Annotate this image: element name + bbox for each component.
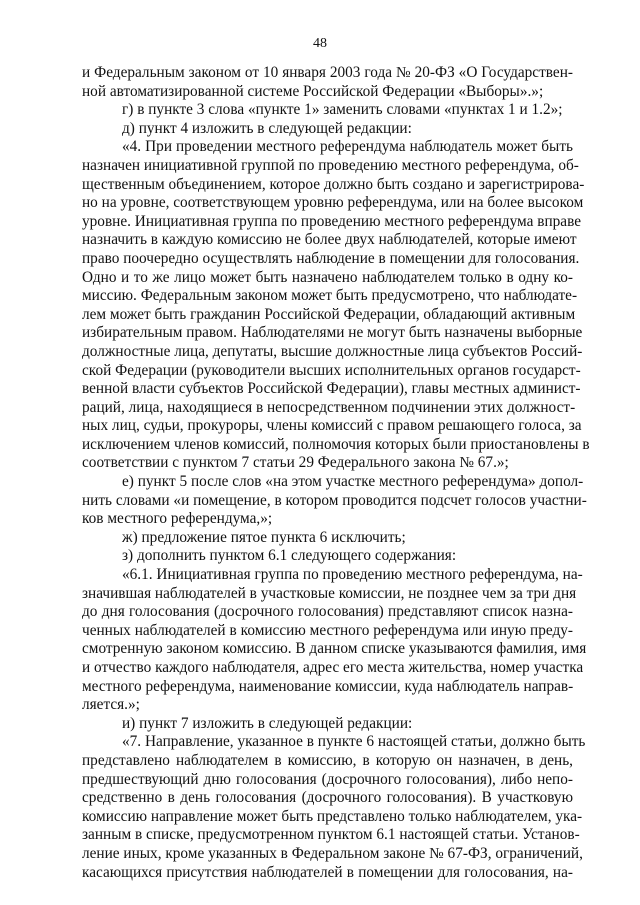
text-line: но на уровне, соответствующем уровню референдума, или на более высоком: [82, 194, 584, 212]
text-line: ков местного референдума,»;: [82, 510, 273, 528]
text-line: занным в списке, предусмотренном пунктом 6.1 настоящей статьи. Установ-: [82, 826, 580, 844]
text-line: ной автоматизированной системе Российской Федерации «Выборы».»;: [82, 82, 544, 100]
text-line: исключением членов комиссий, полномочия которых были приостановлены в: [82, 435, 590, 453]
text-line: до дня голосования (досрочного голосования) представляют список назна-: [82, 603, 573, 621]
text-line: ных лиц, судьи, прокуроры, члены комиссий с правом решающего голоса, за: [82, 417, 582, 435]
text-line: Одно и то же лицо может быть назначено наблюдателем только в одну ко-: [82, 268, 573, 286]
text-line: и отчество каждого наблюдателя, адрес его места жительства, номер участка: [82, 659, 584, 676]
text-line: «7. Направление, указанное в пункте 6 настоящей статьи, должно быть: [122, 733, 586, 751]
text-line: значившая наблюдателей в участковые комиссии, не позднее чем за три дня: [82, 584, 577, 602]
text-line: г) в пункте 3 слова «пункте 1» заменить словами «пунктах 1 и 1.2»;: [122, 101, 563, 119]
text-line: лем может быть гражданин Российской Федерации, обладающий активным: [82, 305, 576, 323]
text-line: ж) предложение пятое пункта 6 исключить;: [122, 528, 406, 546]
page-number: 48: [313, 36, 327, 51]
text-line: соответствии с пунктом 7 статьи 29 Федерального закона № 67.»;: [82, 454, 509, 472]
text-line: и) пункт 7 изложить в следующей редакции:: [122, 714, 413, 732]
text-line: венной власти субъектов Российской Федерации), главы местных админист-: [82, 380, 581, 398]
text-line: представлено наблюдателем в комиссию, в которую он назначен, в день,: [82, 751, 573, 769]
text-line: ской Федерации (руководители высших исполнительных органов государст-: [82, 361, 581, 379]
text-line: раций, лица, находящиеся в непосредственном подчинении этих должност-: [82, 398, 576, 416]
text-line: ляется.»;: [82, 696, 140, 714]
text-line: избирательным правом. Наблюдателями не могут быть назначены выборные: [82, 324, 583, 342]
text-line: е) пункт 5 после слов «на этом участке местного референдума» допол-: [122, 473, 584, 491]
text-line: ченных наблюдателей в комиссию местного референдума или иную преду-: [82, 621, 573, 639]
text-line: и Федеральным законом от 10 января 2003 года № 20-ФЗ «О Государствен-: [82, 64, 573, 81]
text-line: назначен инициативной группой по проведению местного референдума, об-: [82, 156, 579, 174]
text-line: щественным объединением, которое должно быть создано и зарегистрирова-: [82, 175, 585, 193]
text-line: должностные лица, депутаты, высшие должностные лица субъектов Россий-: [82, 342, 583, 360]
text-line: право поочередно осуществлять наблюдение в помещении для голосования.: [82, 249, 580, 267]
text-line: местного референдума, наименование комиссии, куда наблюдатель направ-: [82, 677, 574, 695]
text-line: миссию. Федеральным законом может быть предусмотрено, что наблюдате-: [82, 287, 578, 305]
text-line: ление иных, кроме указанных в Федеральном законе № 67-ФЗ, ограничений,: [82, 844, 583, 862]
text-line: средственно в день голосования (досрочного голосования). В участковую: [82, 789, 573, 807]
document-body: [82, 64, 590, 882]
text-line: д) пункт 4 изложить в следующей редакции:: [122, 119, 412, 137]
text-line: предшествующий дню голосования (досрочного голосования), либо непо-: [82, 770, 573, 788]
text-line: назначить в каждую комиссию не более двух наблюдателей, которые имеют: [82, 231, 577, 249]
text-line: «4. При проведении местного референдума наблюдатель может быть: [122, 138, 573, 156]
text-line: «6.1. Инициативная группа по проведению местного референдума, на-: [122, 566, 583, 584]
text-line: комиссию направление может быть представлено только наблюдателем, ука-: [82, 807, 583, 825]
text-line: смотренную законом комиссию. В данном списке указываются фамилия, имя: [82, 640, 587, 658]
text-line: касающихся присутствия наблюдателей в помещении для голосования, на-: [82, 863, 573, 881]
text-line: з) дополнить пунктом 6.1 следующего содержания:: [122, 547, 457, 565]
text-line: уровне. Инициативная группа по проведению местного референдума вправе: [82, 212, 581, 230]
text-line: нить словами «и помещение, в котором проводится подсчет голосов участни-: [82, 491, 587, 509]
